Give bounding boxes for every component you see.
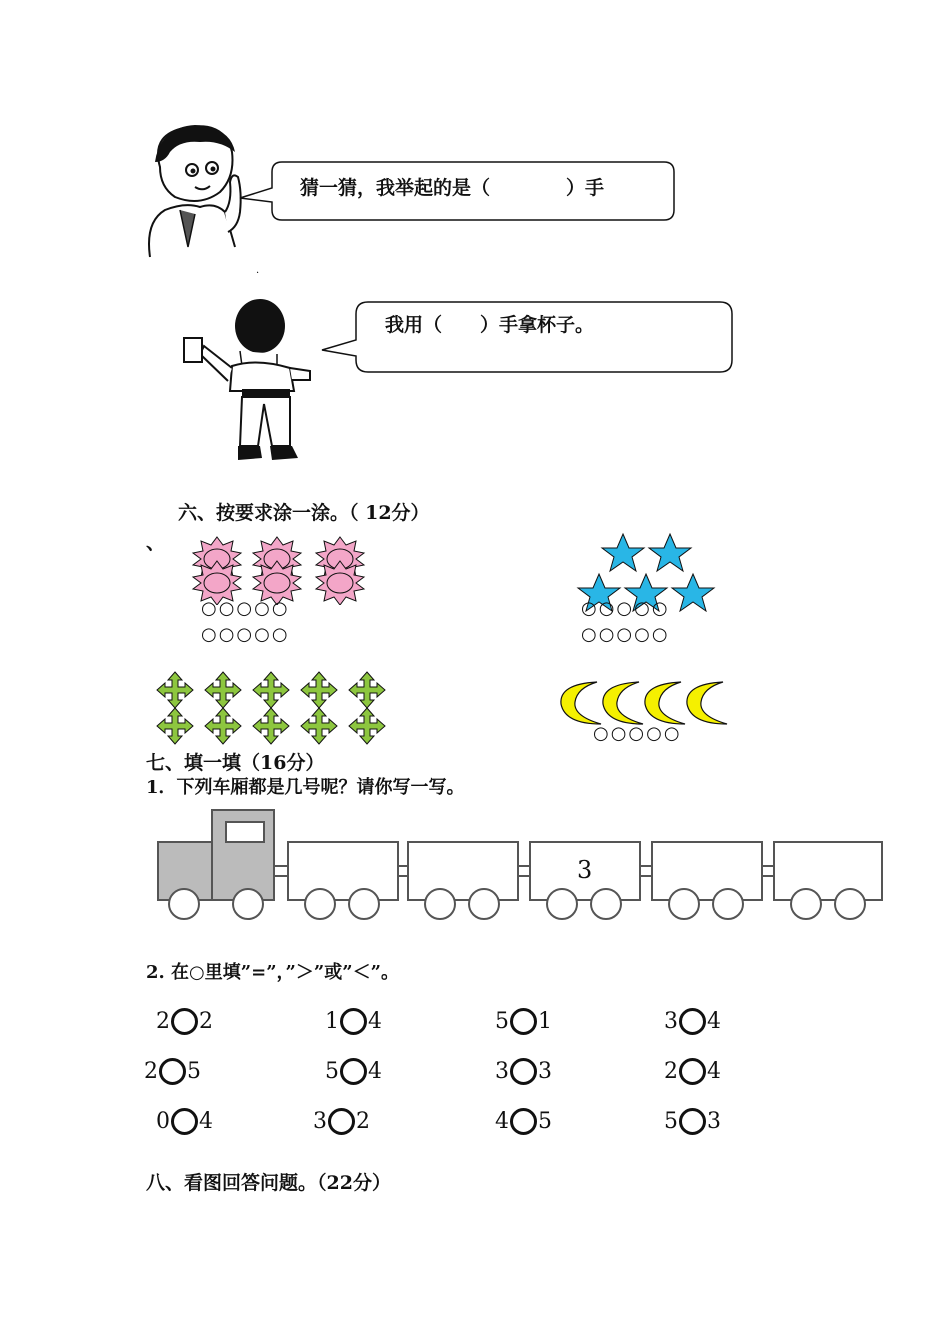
boy-holding-cup-illustration	[182, 296, 322, 468]
comparison-item: 3 3	[495, 1059, 552, 1084]
answer-circle[interactable]	[328, 1108, 355, 1135]
answer-circle[interactable]	[171, 1008, 198, 1035]
comparison-item: 5 1	[495, 1009, 552, 1034]
comparison-item: 4 5	[495, 1109, 552, 1134]
stray-dot: ·	[256, 268, 260, 279]
moon-icon	[645, 682, 685, 724]
train-car-number: 3	[577, 856, 593, 884]
answer-circle[interactable]	[171, 1108, 198, 1135]
answer-circle[interactable]	[679, 1058, 706, 1085]
answer-circle[interactable]	[159, 1058, 186, 1085]
suns-group	[185, 535, 375, 605]
answer-circle[interactable]	[679, 1008, 706, 1035]
moon-icon	[561, 682, 601, 724]
comparison-item: 5 3	[664, 1109, 721, 1134]
section-6-title: 六、按要求涂一涂。（ 12分）	[178, 502, 430, 524]
question-1: 1．下列车厢都是几号呢？请你写一写。	[146, 777, 465, 798]
star-icon	[672, 574, 714, 611]
star-icon	[602, 534, 644, 571]
bubble-2-text: 我用（ ）手拿杯子。	[385, 314, 595, 336]
answer-circle[interactable]	[679, 1108, 706, 1135]
circle-row[interactable]: ○○○○○	[593, 723, 682, 744]
moons-group	[557, 680, 737, 726]
moon-icon	[687, 682, 727, 724]
comparison-item: 0 4	[156, 1109, 213, 1134]
train-illustration	[152, 806, 892, 924]
answer-circle[interactable]	[340, 1058, 367, 1085]
circle-row[interactable]: ○○○○○	[581, 598, 670, 619]
answer-circle[interactable]	[510, 1108, 537, 1135]
comparison-item: 2 4	[664, 1059, 721, 1084]
comparison-item: 1 4	[325, 1009, 382, 1034]
answer-circle[interactable]	[510, 1058, 537, 1085]
circle-row[interactable]: ○○○○○	[201, 624, 290, 645]
section-8-title: 八、看图回答问题。（22分）	[146, 1172, 391, 1194]
question-2: 2. 在○里填”=”，”＞”或”＜”。	[146, 962, 399, 983]
comparison-item: 2 2	[156, 1009, 213, 1034]
comparison-item: 5 4	[325, 1059, 382, 1084]
bubble-1-text: 猜一猜，我举起的是（ ）手	[300, 177, 605, 199]
circle-row[interactable]: ○○○○○	[581, 624, 670, 645]
arrow-crosses-group	[153, 670, 393, 748]
section-7-title: 七、填一填（16分）	[146, 752, 325, 774]
moon-icon	[603, 682, 643, 724]
stray-comma: 、	[146, 532, 166, 554]
answer-circle[interactable]	[510, 1008, 537, 1035]
star-icon	[649, 534, 691, 571]
circle-row[interactable]: ○○○○○	[201, 598, 290, 619]
comparison-item: 3 2	[313, 1109, 370, 1134]
comparison-item: 3 4	[664, 1009, 721, 1034]
answer-circle[interactable]	[340, 1008, 367, 1035]
sun-icon	[316, 561, 364, 605]
comparison-item: 2 5	[144, 1059, 201, 1084]
